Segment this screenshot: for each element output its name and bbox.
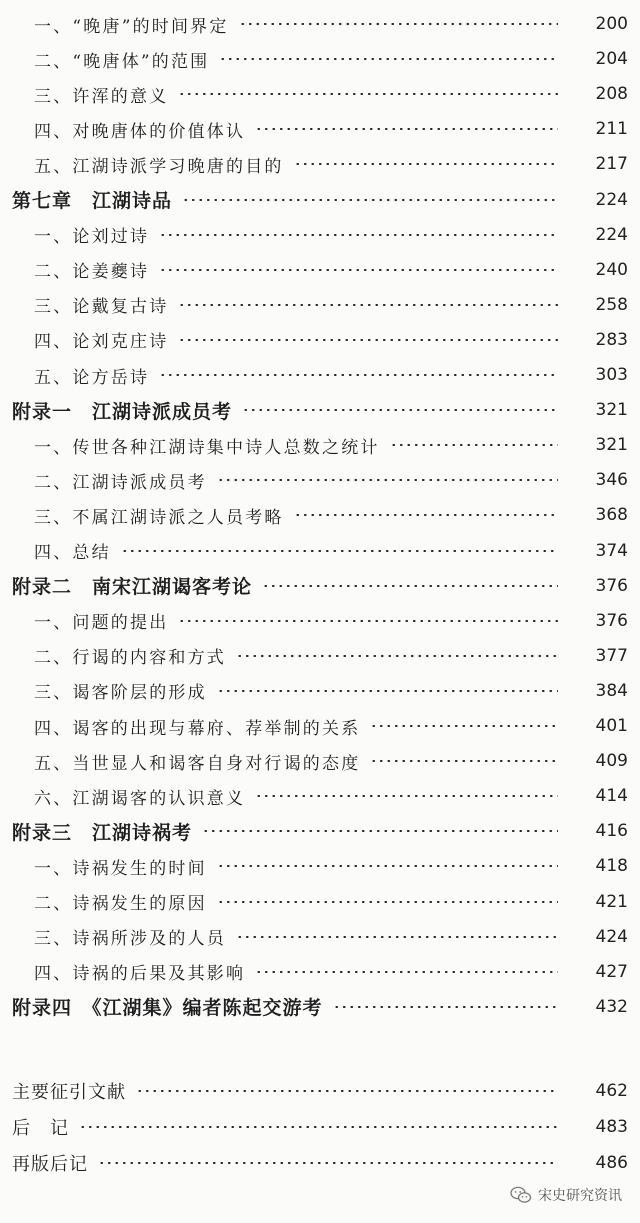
toc-section-row <box>0 887 640 917</box>
toc-entry-title: 二、论姜夔诗 <box>34 262 150 283</box>
toc-page-number: 368 <box>595 505 628 526</box>
toc-chapter-row <box>0 816 640 846</box>
toc-section-row <box>0 44 640 74</box>
toc-entry-title: 四、诗祸的后果及其影响 <box>34 964 246 985</box>
toc-page-number: 486 <box>595 1153 628 1173</box>
toc-entry-title: 附录三 江湖诗祸考 <box>12 821 193 844</box>
toc-page-number: 414 <box>595 786 628 807</box>
dot-leader <box>79 1126 558 1128</box>
toc-section-row <box>0 781 640 811</box>
dot-leader <box>159 269 558 271</box>
toc-page-number: 418 <box>595 856 628 877</box>
dot-leader <box>333 1006 558 1008</box>
toc-section-row <box>0 676 640 706</box>
dot-leader <box>236 655 558 657</box>
toc-page-number: 432 <box>595 996 628 1017</box>
toc-entry-title: 四、对晚唐体的价值体认 <box>34 121 246 142</box>
toc-section-row <box>0 79 640 109</box>
toc-section-row <box>0 746 640 776</box>
toc-entry-title: 五、论方岳诗 <box>34 367 150 388</box>
toc-section-row <box>0 430 640 460</box>
toc-section-row <box>0 9 640 39</box>
dot-leader <box>178 93 558 95</box>
toc-section-row <box>0 711 640 741</box>
toc-page-number: 217 <box>595 154 628 175</box>
toc-section-row <box>0 290 640 320</box>
toc-section-row <box>0 641 640 671</box>
toc-page-number: 483 <box>595 1117 628 1137</box>
dot-leader <box>236 936 558 938</box>
wechat-icon <box>510 1186 532 1204</box>
dot-leader <box>370 725 558 727</box>
toc-section-row <box>0 114 640 144</box>
toc-entry-title: 主要征引文献 <box>12 1082 126 1103</box>
dot-leader <box>255 128 558 130</box>
dot-leader <box>242 409 558 411</box>
dot-leader <box>217 865 558 867</box>
toc-page-number: 384 <box>595 680 628 701</box>
dot-leader <box>178 339 558 341</box>
toc-entry-title: 三、谒客阶层的形成 <box>34 683 207 704</box>
toc-page-number: 303 <box>595 365 628 385</box>
toc-entry-title: 五、江湖诗派学习晚唐的目的 <box>34 156 284 177</box>
dot-leader <box>370 760 558 762</box>
toc-entry-title: 后 记 <box>12 1118 69 1139</box>
toc-entry-title: 四、谒客的出现与幕府、荐举制的关系 <box>34 718 361 739</box>
dot-leader <box>294 163 558 165</box>
toc-entry-title: 第七章 江湖诗品 <box>12 190 173 212</box>
toc-entry-title: 三、许浑的意义 <box>34 86 169 107</box>
dot-leader <box>178 304 558 306</box>
toc-page-number: 258 <box>595 294 628 315</box>
dot-leader <box>178 620 558 622</box>
toc-page-number: 204 <box>595 49 628 70</box>
toc-page-number: 374 <box>595 540 628 561</box>
toc-entry-title: 一、论刘过诗 <box>34 227 150 248</box>
toc-page-number: 200 <box>595 14 628 34</box>
toc-section-row <box>0 360 640 390</box>
toc-entry-title: 附录一 江湖诗派成员考 <box>12 400 233 423</box>
toc-entry-title: 二、诗祸发生的原因 <box>34 894 207 914</box>
toc-section-row <box>0 922 640 952</box>
toc-section-row <box>0 500 640 530</box>
dot-leader <box>262 585 558 587</box>
dot-leader <box>202 830 558 832</box>
toc-entry-title: 二、江湖诗派成员考 <box>34 472 207 493</box>
toc-entry-title: 再版后记 <box>12 1154 88 1175</box>
dot-leader <box>217 690 558 692</box>
toc-entry-title: 一、传世各种江湖诗集中诗人总数之统计 <box>34 437 380 458</box>
toc-section-row <box>0 325 640 355</box>
toc-entry-title: 四、论刘克庄诗 <box>34 332 169 353</box>
watermark <box>510 1183 622 1207</box>
toc-page-number: 346 <box>595 470 628 491</box>
dot-leader <box>255 971 558 973</box>
dot-leader <box>217 901 558 903</box>
toc-entry-title: 二、行谒的内容和方式 <box>34 648 226 669</box>
toc-entry-title: 三、不属江湖诗派之人员考略 <box>34 507 284 528</box>
dot-leader <box>182 199 558 201</box>
watermark-text: 宋史研究资讯 <box>538 1188 622 1204</box>
toc-page-number: 211 <box>595 119 628 140</box>
toc-entry-title: 六、江湖谒客的认识意义 <box>34 788 246 809</box>
toc-chapter-row <box>0 185 640 215</box>
toc-chapter-row <box>0 571 640 601</box>
toc-section-row <box>0 606 640 636</box>
toc-page-number: 283 <box>595 329 628 350</box>
toc-entry-title: 二、“晚唐体”的范围 <box>34 51 210 72</box>
toc-section-row <box>0 220 640 250</box>
toc-entry-title: 四、总结 <box>34 543 111 563</box>
toc-entry-title: 三、论戴复古诗 <box>34 297 169 318</box>
toc-page-number: 208 <box>595 84 628 105</box>
dot-leader <box>390 444 558 446</box>
toc-chapter-row <box>0 395 640 425</box>
toc-page-number: 321 <box>595 400 628 421</box>
toc-page-number: 424 <box>595 926 628 947</box>
toc-entry-title: 一、问题的提出 <box>34 613 169 634</box>
toc-page-number: 240 <box>595 259 628 280</box>
dot-leader <box>255 795 558 797</box>
dot-leader <box>159 234 558 236</box>
toc-backmatter-row <box>0 1112 640 1142</box>
toc-entry-title: 三、诗祸所涉及的人员 <box>34 929 226 950</box>
toc-section-row <box>0 851 640 881</box>
toc-backmatter-row <box>0 1076 640 1106</box>
dot-leader <box>239 23 558 25</box>
toc-entry-title: 一、诗祸发生的时间 <box>34 858 207 879</box>
toc-page-number: 321 <box>595 435 628 456</box>
toc-backmatter-row <box>0 1148 640 1178</box>
toc-page-number: 462 <box>595 1081 628 1101</box>
toc-page-number: 421 <box>595 891 628 912</box>
dot-leader <box>136 1090 558 1092</box>
toc-page-number: 224 <box>595 189 628 210</box>
toc-section-row <box>0 149 640 179</box>
dot-leader <box>159 374 558 376</box>
toc-entry-title: 附录四 《江湖集》编者陈起交游考 <box>12 997 323 1020</box>
dot-leader <box>219 58 558 60</box>
toc-page-number: 409 <box>595 751 628 772</box>
dot-leader <box>98 1162 558 1164</box>
toc-page-number: 427 <box>595 961 628 982</box>
toc-section-row <box>0 957 640 987</box>
toc-page-number: 377 <box>595 645 628 666</box>
toc-page-number: 376 <box>595 575 628 596</box>
dot-leader <box>294 514 558 516</box>
toc-entry-title: 附录二 南宋江湖谒客考论 <box>12 576 253 599</box>
toc-page-number: 376 <box>595 610 628 631</box>
toc-entry-title: 一、“晚唐”的时间界定 <box>34 16 229 37</box>
toc-chapter-row <box>0 992 640 1022</box>
toc-entry-title: 五、当世显人和谒客自身对行谒的态度 <box>34 753 361 774</box>
toc-section-row <box>0 465 640 495</box>
toc-section-row <box>0 255 640 285</box>
toc-page-number: 224 <box>595 224 628 245</box>
dot-leader <box>217 479 558 481</box>
dot-leader <box>121 550 558 552</box>
toc-page-number: 416 <box>595 821 628 842</box>
toc-section-row <box>0 536 640 566</box>
toc-page-number: 401 <box>595 716 628 736</box>
